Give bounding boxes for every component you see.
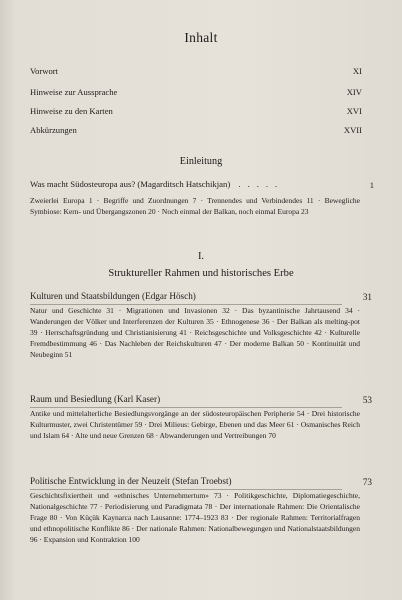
front-entry-label: Abkürzungen — [30, 125, 77, 135]
toc-title: Inhalt — [184, 30, 218, 45]
front-entry-page: XVII — [343, 125, 362, 135]
front-entry-page: XI — [352, 66, 362, 76]
entry-text-einleitung: Zweierlei Europa 1 · Begriffe und Zuordnungen 7 · Trennendes und Verbindendes 11 · Bewegliche Symbiose: Kern- und Übergangszonen 20 · Noch einmal der Balkan, noch einmal Europa 23 — [30, 196, 360, 217]
entry-title-einleitung — [30, 179, 280, 189]
front-entry-page: XVI — [346, 106, 362, 116]
chapter-text-3: Geschichtsfixiertheit und «ethnisches Unternehmertum» 73 · Politikgeschichte, Diplomatiegeschichte, Nationalgeschichte 77 · Periodisierung und Paradigmata 78 · Der internationale Rahmen: Die Orientalische Frage 80 · Von Küçük Kaynarca nach Lausanne: 1774–1923 83 · Der regionale Rahmen: Territorialfragen und ethnopolitische Konflikte 86 · Der nationale Rahmen: Nationalbewegungen und Nationalstaatsbildungen 96 · Expansion und Kontraktion 100 — [30, 491, 360, 545]
chapter-page-3: 73 — [362, 477, 372, 487]
section-heading-einleitung: Einleitung — [179, 156, 223, 167]
chapter-title-1: Kulturen und Staatsbildungen (Edgar Hösch) — [30, 291, 196, 301]
dot-leader: . . . . . — [238, 179, 280, 189]
front-entry-label: Hinweise zu den Karten — [30, 106, 113, 116]
entry-page-einleitung: 1 — [369, 180, 374, 190]
front-entry-label: Vorwort — [30, 66, 59, 76]
chapter-text-2: Antike und mittelalterliche Besiedlungsvorgänge an der südosteuropäischen Peripherie 54 · Drei historische Kulturmuster, zwei Christentümer 59 · Drei Milieus: Gebirge, Ebenen und das Meer 61 · Osmanisches Reich und Islam 64 · Alte und neue Grenzen 68 · Abwanderungen und Vertreibungen 70 — [30, 409, 360, 441]
chapter-page-2: 53 — [362, 395, 372, 405]
part-number: I. — [197, 251, 205, 262]
chapter-page-1: 31 — [362, 292, 372, 302]
chapter-text-1: Natur und Geschichte 31 · Migrationen und Invasionen 32 · Das byzantinische Jahrtausend 34 · Wanderungen der Völker und Interferenzen der Kulturen 35 · Ethnogenese 36 · Der Balkan als melting-pot 39 · Herrschaftsgründung und Christianisierung 41 · Reichsgeschichte und Volksgeschichte 42 · Kulturelle Fremdbestimmung 46 · Das Nachleben der Reichskulturen 47 · Der moderne Balkan 50 · Kontinuität und Neubeginn 51 — [30, 306, 360, 360]
front-entry-page: XIV — [346, 87, 362, 97]
chapter-title-2: Raum und Besiedlung (Karl Kaser) — [30, 394, 161, 404]
part-title: Struktureller Rahmen und historisches Erbe — [108, 268, 294, 279]
chapter-title-3: Politische Entwicklung in der Neuzeit (Stefan Troebst) — [30, 476, 232, 486]
front-entry-label: Hinweise zur Aussprache — [30, 87, 118, 97]
entry-title-text: Was macht Südosteuropa aus? (Magarditsch Hatschikjan) — [30, 179, 231, 189]
